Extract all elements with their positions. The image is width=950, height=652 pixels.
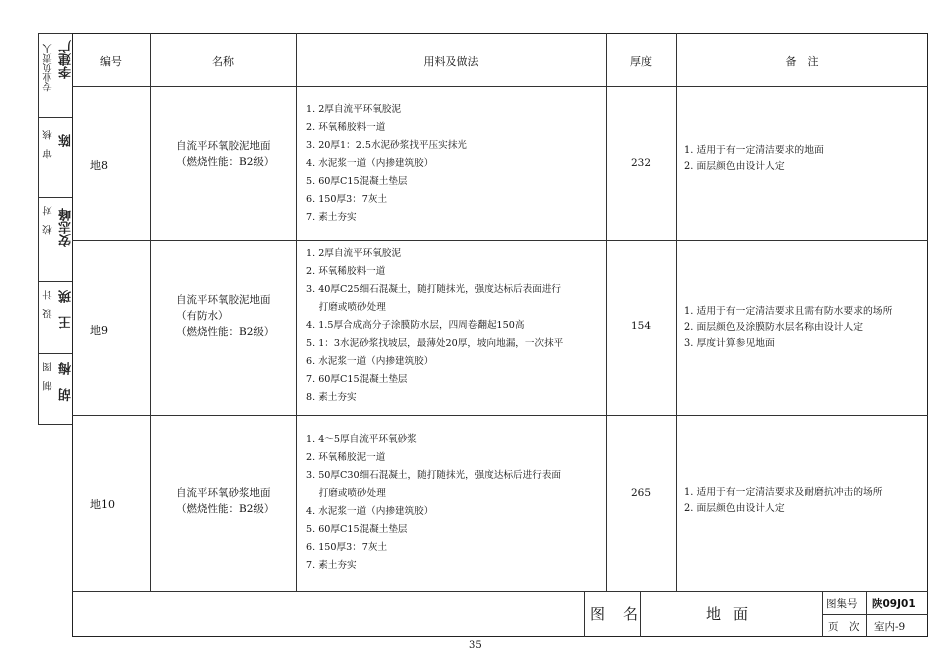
method-step: 2. 环氧稀胶泥一道 [306,452,386,463]
remark-item: 2. 面层颜色由设计人定 [684,161,785,172]
column-divider [296,33,297,591]
method-step: 3. 40厚C25细石混凝土，随打随抹光，强度达标后表面进行 [306,284,562,295]
row-name [176,485,274,517]
strip-cell-review [39,118,73,198]
row-name [176,138,274,170]
method-steps [306,431,561,575]
remark-item: 1. 适用于有一定清洁要求的地面 [684,145,824,156]
strip-cell-design [39,282,73,354]
atlas-number-label: 图集号 [826,598,858,610]
row-thickness: 265 [630,487,652,499]
method-step: 5. 60厚C15混凝土垫层 [306,524,408,535]
row-code: 地8 [90,159,108,172]
title-block-divider [584,591,585,637]
row-code: 地10 [90,498,115,511]
name-line: （有防水） [176,310,229,322]
row-thickness: 232 [630,157,652,169]
remark-item: 1. 适用于有一定清洁要求且需有防水要求的场所 [684,306,893,317]
strip-cell-drawing [39,354,73,426]
method-step: 7. 素土夯实 [306,560,357,571]
signature-mark: 胡 梅 [59,362,74,401]
method-step: 1. 4～5厚自流平环氧砂浆 [306,434,417,445]
method-step: 7. 60厚C15混凝土垫层 [306,374,408,385]
row-remarks [684,485,883,517]
strip-cell-check [39,198,73,282]
method-step: 4. 水泥浆一道（内掺建筑胶） [306,158,434,169]
signature-mark: 李建广 [59,40,74,79]
method-step: 6. 150厚3：7灰土 [306,194,388,205]
header-name: 名称 [212,55,234,68]
method-step: 8. 素土夯实 [306,392,357,403]
remark-item: 3. 厚度计算参见地面 [684,338,775,349]
method-step: 5. 60厚C15混凝土垫层 [306,176,408,187]
strip-label: 制 图 [43,362,54,391]
method-step: 3. 20厚1：2.5水泥砂浆找平压实抹光 [306,140,467,151]
method-step: 1. 2厚自流平环氧胶泥 [306,104,402,115]
remark-item: 2. 面层颜色由设计人定 [684,503,785,514]
strip-cell-professional-lead [39,34,73,118]
strip-label: 专业负责人 [43,44,54,92]
column-divider [150,33,151,591]
method-step: 6. 水泥浆一道（内掺建筑胶） [306,356,434,367]
row-divider [72,415,928,416]
method-step: 6. 150厚3：7灰土 [306,542,388,553]
row-remarks [684,143,824,175]
method-step: 4. 1.5厚合成高分子涂膜防水层，四周卷翻起150高 [306,320,525,331]
name-line: （燃烧性能：B2级） [176,503,275,515]
name-line: （燃烧性能：B2级） [176,326,275,338]
method-step: 1. 2厚自流平环氧胶泥 [306,248,402,259]
column-divider [606,33,607,591]
name-line: （燃烧性能：B2级） [176,156,275,168]
signature-mark: 陈 [59,134,74,147]
header-thickness: 厚度 [630,55,652,68]
method-step: 2. 环氧稀胶料一道 [306,266,386,277]
method-step: 4. 水泥浆一道（内掺建筑胶） [306,506,434,517]
row-divider [72,86,928,87]
strip-label: 设 计 [43,290,54,319]
method-step: 7. 素土夯实 [306,212,357,223]
page-label: 页 次 [828,621,860,633]
page-value: 室内-9 [874,621,906,633]
row-code: 地9 [90,324,108,337]
row-thickness: 154 [630,320,652,332]
title-label: 图名 [590,605,657,623]
title-block-top [72,591,928,592]
name-line: 自流平环氧胶泥地面 [176,294,271,306]
remark-item: 2. 面层颜色及涂膜防水层名称由设计人定 [684,322,864,333]
page-number: 35 [469,640,482,651]
header-code: 编号 [100,55,122,68]
method-step: 5. 1：3水泥砂浆找坡层，最薄处20厚，坡向地漏，一次抹平 [306,338,564,349]
drawing-title: 地面 [706,605,761,623]
strip-label: 校 对 [43,206,54,235]
column-divider [676,33,677,591]
method-step: 3. 50厚C30细石混凝土，随打随抹光，强度达标后进行表面 [306,470,562,481]
method-steps [306,245,563,407]
name-line: 自流平环氧胶泥地面 [176,140,271,152]
row-name [176,292,274,340]
signature-mark: 王 瑛 [59,290,74,329]
row-remarks [684,304,892,352]
header-remarks: 备 注 [785,55,819,68]
signature-mark: 安志峰 [59,208,74,247]
title-block-divider [822,614,928,615]
method-step: 2. 环氧稀胶料一道 [306,122,386,133]
strip-label: 审 核 [43,130,54,159]
name-line: 自流平环氧砂浆地面 [176,487,271,499]
method-steps [306,101,467,227]
remark-item: 1. 适用于有一定清洁要求及耐磨抗冲击的场所 [684,487,883,498]
method-step: 打磨或喷砂处理 [306,488,386,499]
method-step: 打磨或喷砂处理 [306,302,386,313]
row-divider [72,240,928,241]
signature-strip [38,33,72,425]
header-method: 用料及做法 [423,55,479,68]
atlas-number: 陕09J01 [872,598,916,610]
